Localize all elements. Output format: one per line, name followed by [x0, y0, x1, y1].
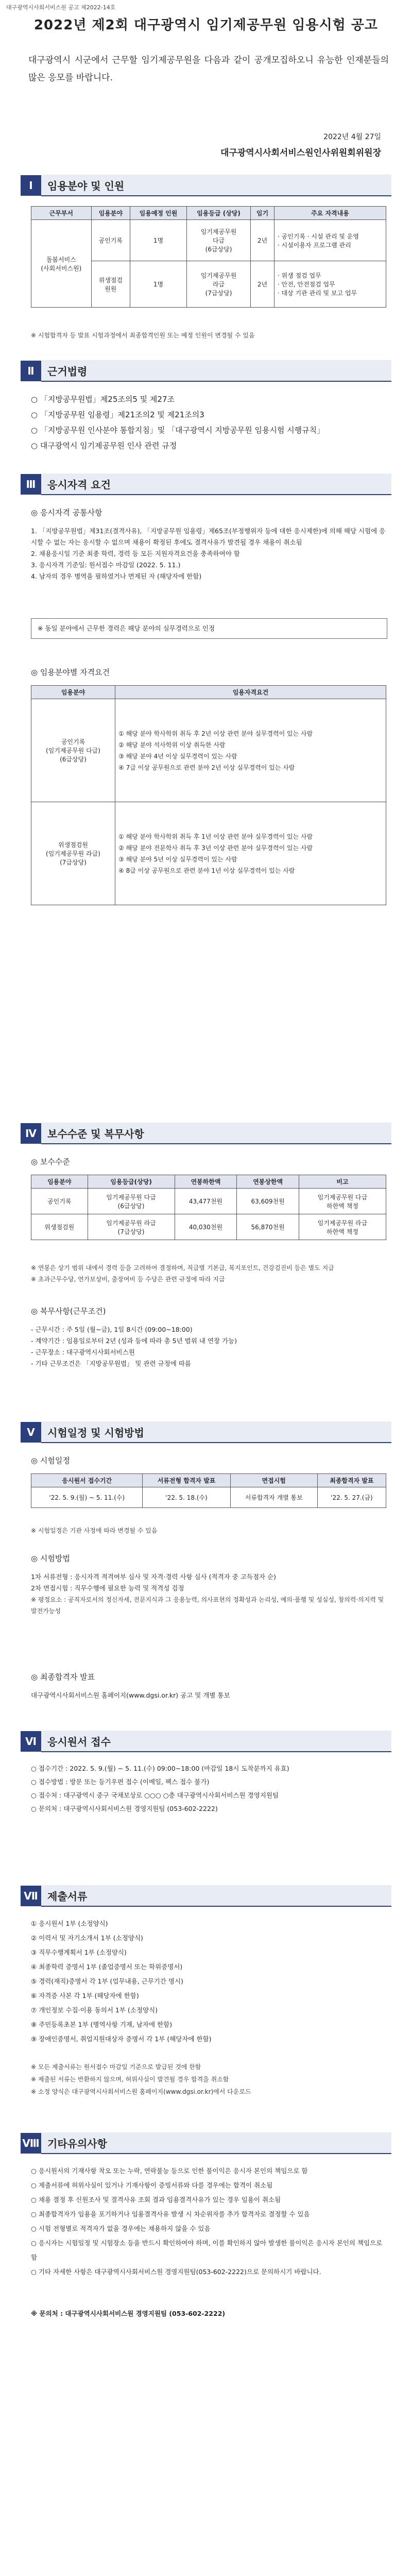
- table-cell: 임기제공무원 다급 (6급상당): [88, 1189, 175, 1214]
- table-header: 임용분야: [31, 1175, 88, 1189]
- section-8-header: [21, 2133, 391, 2154]
- section-2-header: [21, 361, 391, 381]
- list-item: ○ 대구광역시 임기제공무원 인사 관련 규정: [31, 441, 177, 450]
- table-header: 임용등급 (상당): [187, 207, 251, 220]
- announcing-org: 대구광역시사회서비스원인사위원회위원장: [220, 148, 381, 158]
- list-item: ○ 접수기간 : 2022. 5. 9.(월) ~ 5. 11.(수) 09:00~18:00 (마감일 18시 도착분까지 유효): [31, 1765, 289, 1772]
- table-cell: '22. 5. 18.(수): [143, 1487, 230, 1508]
- common-qual-list: [31, 526, 386, 582]
- table-row: [31, 1189, 386, 1214]
- list-item: ○ 「지방공무원 임용령」제21조의2 및 제21조의3: [31, 410, 204, 419]
- list-item: ○ 최종합격자가 임용을 포기하거나 임용결격사유 발생 시 차순위자를 추가 합격자로 결정할 수 있음: [31, 2210, 310, 2218]
- list-item: 1차 서류전형 : 응시자격 적격여부 심사 및 자격·경력 사항 심사 (적격자 중 고득점자 순): [31, 1573, 277, 1581]
- table-row: [31, 1214, 386, 1240]
- table-header: 서류전형 합격자 발표: [143, 1474, 230, 1487]
- list-item: ○ 시험 전형별로 적격자가 없을 경우에는 채용하지 않을 수 있음: [31, 2225, 211, 2232]
- table-header: 임용등급(상당): [88, 1175, 175, 1189]
- list-item: ※ 모든 제출서류는 원서접수 마감일 기준으로 발급된 것에 한함: [31, 2063, 201, 2071]
- table-cell: 임기제공무원 라급 (7급상당): [88, 1214, 175, 1240]
- list-item: ⑧ 주민등록초본 1부 (병역사항 기재, 남자에 한함): [31, 2021, 173, 2028]
- table-header-row: [31, 1175, 386, 1189]
- table-cell: 2년: [251, 220, 274, 261]
- table-header: 연봉상한액: [237, 1175, 299, 1189]
- table-cell: · 공인기록 · 시설 관리 및 운영 · 시설이용자 프로그램 관리: [274, 220, 386, 261]
- section-5-header: [21, 1422, 391, 1443]
- list-item: ○ 응시자는 시험일정 및 시험장소 등을 반드시 확인하여야 하며, 이를 확인하지 않아 발생한 불이익은 응시자 본인의 책임으로 함: [31, 2239, 383, 2261]
- list-item: ○ 접수방법 : 방문 또는 등기우편 접수 (이메일, 팩스 접수 불가): [31, 1778, 210, 1786]
- section-title: 기타유의사항: [41, 2132, 391, 2154]
- table-cell: 1명: [130, 261, 186, 308]
- list-item: ⑦ 개인정보 수집·이용 동의서 1부 (소정양식): [31, 2006, 158, 2014]
- qual-note: ※ 동일 분야에서 근무한 경력은 해당 분야의 실무경력으로 인정: [38, 624, 215, 632]
- table-cell: ① 해당 분야 학사학위 취득 후 1년 이상 관련 분야 실무경력이 있는 사람 ② 해당 분야 전문학사 취득 후 3년 이상 관련 분야 실무경력이 있는 사람 ③ 해당 분야 5년 이상 실무경력이 있는 사람 ④ 8급 이상 공무원으로 관련 분야 1년 이상 실무경력이 있는 사람: [115, 802, 386, 905]
- section-number: Ⅱ: [21, 361, 41, 381]
- list-item: ○ 제출서류에 허위사실이 있거나 기재사항이 증빙서류와 다를 경우에는 합격이 취소됨: [31, 2181, 273, 2189]
- section-number: Ⅲ: [21, 474, 41, 495]
- table-header-row: [31, 207, 386, 220]
- table-cell: 40,030천원: [175, 1214, 237, 1240]
- table-cell: 56,870천원: [237, 1214, 299, 1240]
- table-header: 면접시험: [230, 1474, 317, 1487]
- list-item: 4. 남자의 경우 병역을 필하였거나 면제된 자 (해당자에 한함): [31, 572, 202, 580]
- table-cell: ① 해당 분야 학사학위 취득 후 2년 이상 관련 분야 실무경력이 있는 사람 ② 해당 분야 석사학위 이상 취득한 사람 ③ 해당 분야 4년 이상 실무경력이 있는 사람 ④ 7급 이상 공무원으로 관련 분야 2년 이상 실무경력이 있는 사람: [115, 699, 386, 802]
- common-qual-head: ◎ 응시자격 공통사항: [31, 508, 102, 517]
- table-header: 근무부서: [31, 207, 92, 220]
- service-head: ◎ 복무사항(근무조건): [31, 1307, 106, 1316]
- doc-number: 대구광역시사회서비스원 공고 제2022-14호: [6, 4, 116, 11]
- documents-list: [31, 1917, 386, 2046]
- section-number: Ⅴ: [21, 1422, 41, 1443]
- list-item: ③ 직무수행계획서 1부 (소정양식): [31, 1948, 127, 1956]
- list-item: ○ 「지방공무원법」제25조의5 및 제27조: [31, 395, 175, 404]
- list-item: 2차 면접시험 : 직무수행에 필요한 능력 및 적격성 검정: [31, 1584, 184, 1592]
- table-note: ※ 시험합격자 등 발표 시험과정에서 최종합격인원 또는 예정 인원이 변경될 수 있음: [31, 332, 255, 339]
- qual-note-box: [31, 618, 387, 639]
- result-head: ◎ 최종합격자 발표: [31, 1672, 95, 1682]
- table-cell: · 위생 점검 업무 · 안전, 안전점검 업무 · 대상 기관 관리 및 보고 업무: [274, 261, 386, 308]
- table-cell: 위생점검 원원: [91, 261, 130, 308]
- list-item: ○ 접수처 : 대구광역시 중구 국채보상로 ○○○ ○층 대구광역시사회서비스원 경영지원팀: [31, 1791, 279, 1799]
- section-number: Ⅷ: [21, 2133, 41, 2154]
- section-7-header: [21, 1886, 391, 1906]
- list-item: ※ 소정 양식은 대구광역시사회서비스원 홈페이지(www.dgsi.or.kr)에서 다운로드: [31, 2088, 251, 2095]
- section-title: 제출서류: [41, 1885, 391, 1907]
- list-item: - 근무장소 : 대구광역시사회서비스원: [31, 1348, 135, 1356]
- list-item: ⑤ 경력(재직)증명서 각 1부 (업무내용, 근무기간 명시): [31, 1977, 183, 1985]
- pay-notes: [31, 1262, 386, 1285]
- table-header: 임용예정 인원: [130, 207, 186, 220]
- list-item: 3. 응시자격 기준일: 원서접수 마감일 (2022. 5. 11.): [31, 561, 181, 569]
- pay-head: ◎ 보수수준: [31, 1157, 70, 1166]
- table-header: 임용분야: [91, 207, 130, 220]
- list-item: ⑥ 자격증 사본 각 1부 (해당자에 한함): [31, 1992, 139, 1999]
- detail-qual-head: ◎ 임용분야별 자격요건: [31, 668, 110, 677]
- table-cell: 63,609천원: [237, 1189, 299, 1214]
- list-item: ○ 문의처 : 대구광역시사회서비스원 경영지원팀 (053-602-2222): [31, 1805, 218, 1812]
- table-row: [31, 699, 386, 802]
- section-number: Ⅵ: [21, 1731, 41, 1752]
- table-cell: 서류합격자 개별 통보: [230, 1487, 317, 1508]
- section-title: 응시원서 접수: [41, 1731, 391, 1752]
- list-item: ※ 초과근무수당, 연가보상비, 출장여비 등 수당은 관련 규정에 따라 지급: [31, 1276, 225, 1283]
- table-cell: 임기제공무원 다급 (6급상당): [187, 220, 251, 261]
- table-header: 임용분야: [31, 686, 115, 699]
- method-head: ◎ 시험방법: [31, 1554, 70, 1563]
- list-item: 2. 채용응시일 기준 최종 학력, 경력 등 모든 지원자격요건을 충족하여야 함: [31, 550, 240, 557]
- table-cell: 돌봄서비스 (사회서비스원): [31, 220, 92, 308]
- table-cell: 공인기록: [91, 220, 130, 261]
- list-item: ① 응시원서 1부 (소정양식): [31, 1920, 108, 1927]
- table-cell: 공인기록: [31, 1189, 88, 1214]
- table-header: 최종합격자 발표: [317, 1474, 386, 1487]
- section-number: Ⅶ: [21, 1886, 41, 1906]
- table-cell: 43,477천원: [175, 1189, 237, 1214]
- table-cell: 임기제공무원 라급 하한액 책정: [299, 1214, 386, 1240]
- qualification-table: [31, 685, 386, 905]
- section-6-header: [21, 1731, 391, 1752]
- table-cell: 2년: [251, 261, 274, 308]
- section-3-header: [21, 474, 391, 495]
- intro-text: 대구광역시 시군에서 근무할 임기제공무원을 다음과 같이 공개모집하오니 유능한 인재분들의 많은 응모를 바랍니다.: [28, 55, 389, 83]
- announcement-date: 2022년 4월 27일: [323, 133, 381, 141]
- schedule-head: ◎ 시험일정: [31, 1456, 70, 1465]
- table-cell: 위생점검원 (임기제공무원 라급) (7급상당): [31, 802, 115, 905]
- table-cell: 공인기록 (임기제공무원 다급) (6급상당): [31, 699, 115, 802]
- table-header: 연봉하한액: [175, 1175, 237, 1189]
- section-title: 시험일정 및 시험방법: [41, 1421, 391, 1443]
- list-item: - 기타 근무조건은 「지방공무원법」 및 관련 규정에 따름: [31, 1360, 191, 1367]
- application-list: [31, 1762, 386, 1816]
- table-header-row: [31, 686, 386, 699]
- section-title: 임용분야 및 인원: [41, 175, 391, 196]
- law-list: [31, 392, 386, 453]
- result-text: 대구광역시사회서비스원 홈페이지(www.dgsi.or.kr) 공고 및 개별 통보: [31, 1691, 230, 1699]
- list-item: ② 이력서 및 자기소개서 1부 (소정양식): [31, 1934, 143, 1942]
- contact-line: ※ 문의처 : 대구광역시사회서비스원 경영지원팀 (053-602-2222): [31, 2310, 226, 2317]
- table-row: [31, 1487, 386, 1508]
- table-row: [31, 802, 386, 905]
- section-number: Ⅳ: [21, 1123, 41, 1144]
- list-item: - 근무시간 : 주 5일 (월~금), 1일 8시간 (09:00~18:00): [31, 1326, 193, 1333]
- table-cell: '22. 5. 9.(월) ~ 5. 11.(수): [31, 1487, 143, 1508]
- table-cell: 임기제공무원 라급 (7급상당): [187, 261, 251, 308]
- table-header: 주요 자격내용: [274, 207, 386, 220]
- section-4-header: [21, 1123, 391, 1144]
- service-list: [31, 1324, 386, 1369]
- table-cell: 위생점검원: [31, 1214, 88, 1240]
- schedule-table: [31, 1473, 386, 1508]
- table-row: [31, 220, 386, 261]
- list-item: ○ 기타 자세한 사항은 대구광역시사회서비스원 경영지원팀(053-602-2222)으로 문의하시기 바랍니다.: [31, 2268, 321, 2276]
- list-item: ○ 채용 결정 후 신원조사 및 결격사유 조회 결과 임용결격사유가 있는 경우 임용이 취소됨: [31, 2196, 281, 2204]
- list-item: ④ 최종학력 증명서 1부 (졸업증명서 또는 학위증명서): [31, 1963, 183, 1971]
- pay-table: [31, 1175, 386, 1240]
- title-block: [0, 14, 412, 33]
- section-1-header: [21, 175, 391, 196]
- section-title: 보수수준 및 복무사항: [41, 1123, 391, 1144]
- section-title: 응시자격 요건: [41, 473, 391, 495]
- page-title: 2022년 제2회 대구광역시 임기제공무원 임용시험 공고: [33, 18, 379, 33]
- notes-list: [31, 2164, 386, 2279]
- table-header: 응시원서 접수기간: [31, 1474, 143, 1487]
- table-header: 비고: [299, 1175, 386, 1189]
- list-item: ※ 제출된 서류는 반환하지 않으며, 허위사실이 발견될 경우 합격을 취소함: [31, 2076, 229, 2083]
- list-item: ○ 응시원서의 기재사항 착오 또는 누락, 연락불능 등으로 인한 불이익은 응시자 본인의 책임으로 함: [31, 2167, 308, 2175]
- list-item: ○ 「지방공무원 인사분야 통합지침」및 「대구광역시 지방공무원 임용시험 시행규칙」: [31, 426, 325, 435]
- table-header: 임기: [251, 207, 274, 220]
- list-item: - 계약기간 : 임용일로부터 2년 (성과 등에 따라 총 5년 범위 내 연장 가능): [31, 1337, 237, 1345]
- table-cell: '22. 5. 27.(금): [317, 1487, 386, 1508]
- positions-table: [31, 206, 386, 308]
- section-number: Ⅰ: [21, 175, 41, 196]
- table-header: 임용자격요건: [115, 686, 386, 699]
- table-header-row: [31, 1474, 386, 1487]
- schedule-note: ※ 시험일정은 기관 사정에 따라 변경될 수 있음: [31, 1527, 158, 1534]
- documents-notes: [31, 2061, 386, 2098]
- table-cell: 임기제공무원 다급 하한액 책정: [299, 1189, 386, 1214]
- section-title: 근거법령: [41, 360, 391, 382]
- list-item: ※ 평정요소 : 공직자로서의 정신자세, 전문지식과 그 응용능력, 의사표현의 정확성과 논리성, 예의·품행 및 성실성, 창의력·의지력 및 발전가능성: [31, 1596, 384, 1615]
- list-item: ※ 연봉은 상기 범위 내에서 경력 등을 고려하여 결정하며, 직급별 기본급, 복지포인트, 건강검진비 등은 별도 지급: [31, 1264, 334, 1272]
- list-item: 1. 「지방공무원법」제31조(결격사유), 「지방공무원 임용령」제65조(부정행위자 등에 대한 응시제한)에 의해 해당 시험에 응시할 수 없는 자는 응시할 수 없으며 채용이 확정된 후에도 결격사유가 발견될 경우 채용이 취소됨: [31, 527, 386, 546]
- table-cell: 1명: [130, 220, 186, 261]
- method-list: [31, 1571, 386, 1617]
- list-item: ⑨ 장애인증명서, 취업지원대상자 증명서 각 1부 (해당자에 한함): [31, 2035, 212, 2043]
